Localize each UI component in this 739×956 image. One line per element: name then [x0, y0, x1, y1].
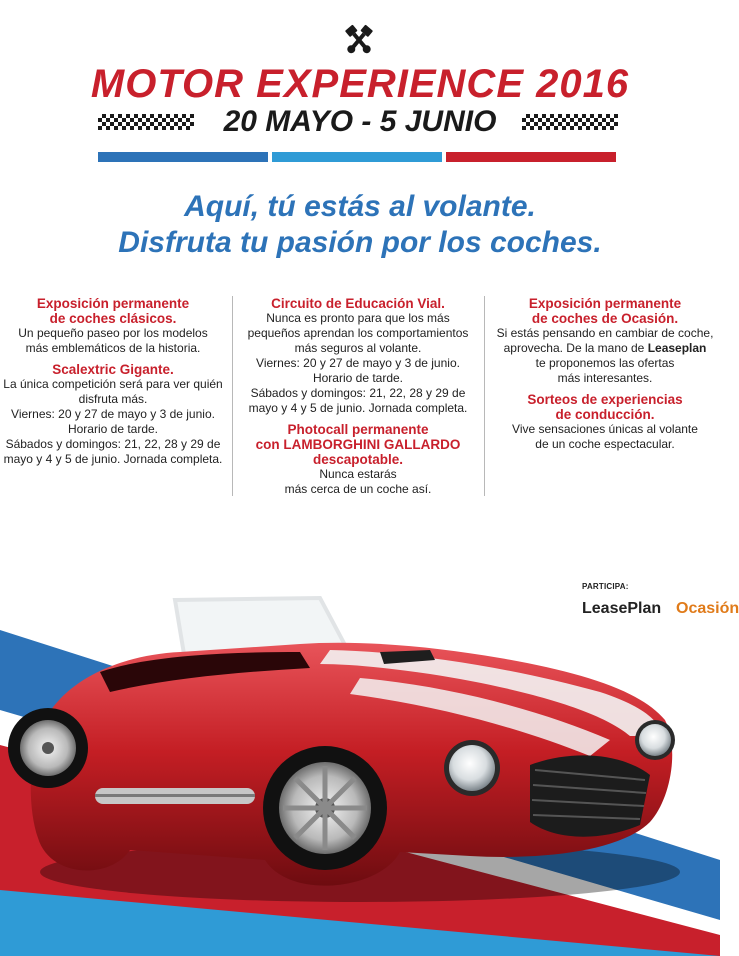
text-road-education: Nunca es pronto para que los más pequeños aprendan los comportamientos más seguros al volante. Viernes: 20 y 27 de mayo y 3 de junio. Horario de tarde. Sábados y domingos: 21, 22, 28 y 29 de mayo y 4 y 5 de junio. Jornada completa. — [247, 311, 469, 415]
column-middle — [238, 292, 478, 497]
column-divider-1 — [232, 296, 233, 496]
car-scene — [0, 560, 720, 956]
stripe-blue — [98, 152, 268, 162]
text-used-cars: Si estás pensando en cambiar de coche, aprovecha. De la mano de Leaseplan te proponemos las ofertas más interesantes. — [496, 326, 714, 385]
text-driving-draws: Vive sensaciones únicas al volante de un coche espectacular. — [512, 422, 698, 451]
participa-label: PARTICIPA: — [582, 582, 629, 591]
leaseplan-logo-text: LeasePlan — [582, 600, 662, 617]
stripe-light-blue — [272, 152, 442, 162]
text-classic-cars: Un pequeño paseo por los modelos más emblemáticos de la historia. — [18, 326, 208, 355]
text-scalextric: La única competición será para ver quién disfruta más. Viernes: 20 y 27 de mayo y 3 de junio. Horario de tarde. Sábados y domingos: 21, 22, 28 y 29 de mayo y 4 y 5 de junio. Jornada completa. — [3, 377, 223, 466]
heading-used-cars: Exposición permanente de coches de Ocasión. — [528, 296, 682, 326]
stripe-red — [446, 152, 616, 162]
column-divider-2 — [484, 296, 485, 496]
column-left — [0, 292, 226, 467]
text-photocall: Nunca estarás más cerca de un coche así. — [284, 467, 432, 496]
checkered-flag-right — [522, 114, 618, 130]
heading-classic-cars: Exposición permanente de coches clásicos. — [36, 296, 190, 326]
column-right — [490, 292, 720, 452]
heading-road-education: Circuito de Educación Vial. — [271, 296, 445, 311]
leaseplan-ocasion-text: Ocasión — [676, 600, 739, 617]
heading-driving-draws: Sorteos de experiencias de conducción. — [527, 392, 683, 422]
tagline-line-2: Disfruta tu pasión por los coches. — [118, 226, 602, 259]
heading-photocall: Photocall permanente con LAMBORGHINI GALLARDO descapotable. — [255, 422, 461, 467]
heading-scalextric: Scalextric Gigante. — [52, 362, 174, 377]
event-title: MOTOR EXPERIENCE 2016 — [90, 62, 630, 106]
crossed-pistons-icon — [334, 22, 384, 58]
tagline-line-1: Aquí, tú estás al volante. — [184, 190, 536, 223]
event-dates: 20 MAYO - 5 JUNIO — [223, 105, 497, 138]
